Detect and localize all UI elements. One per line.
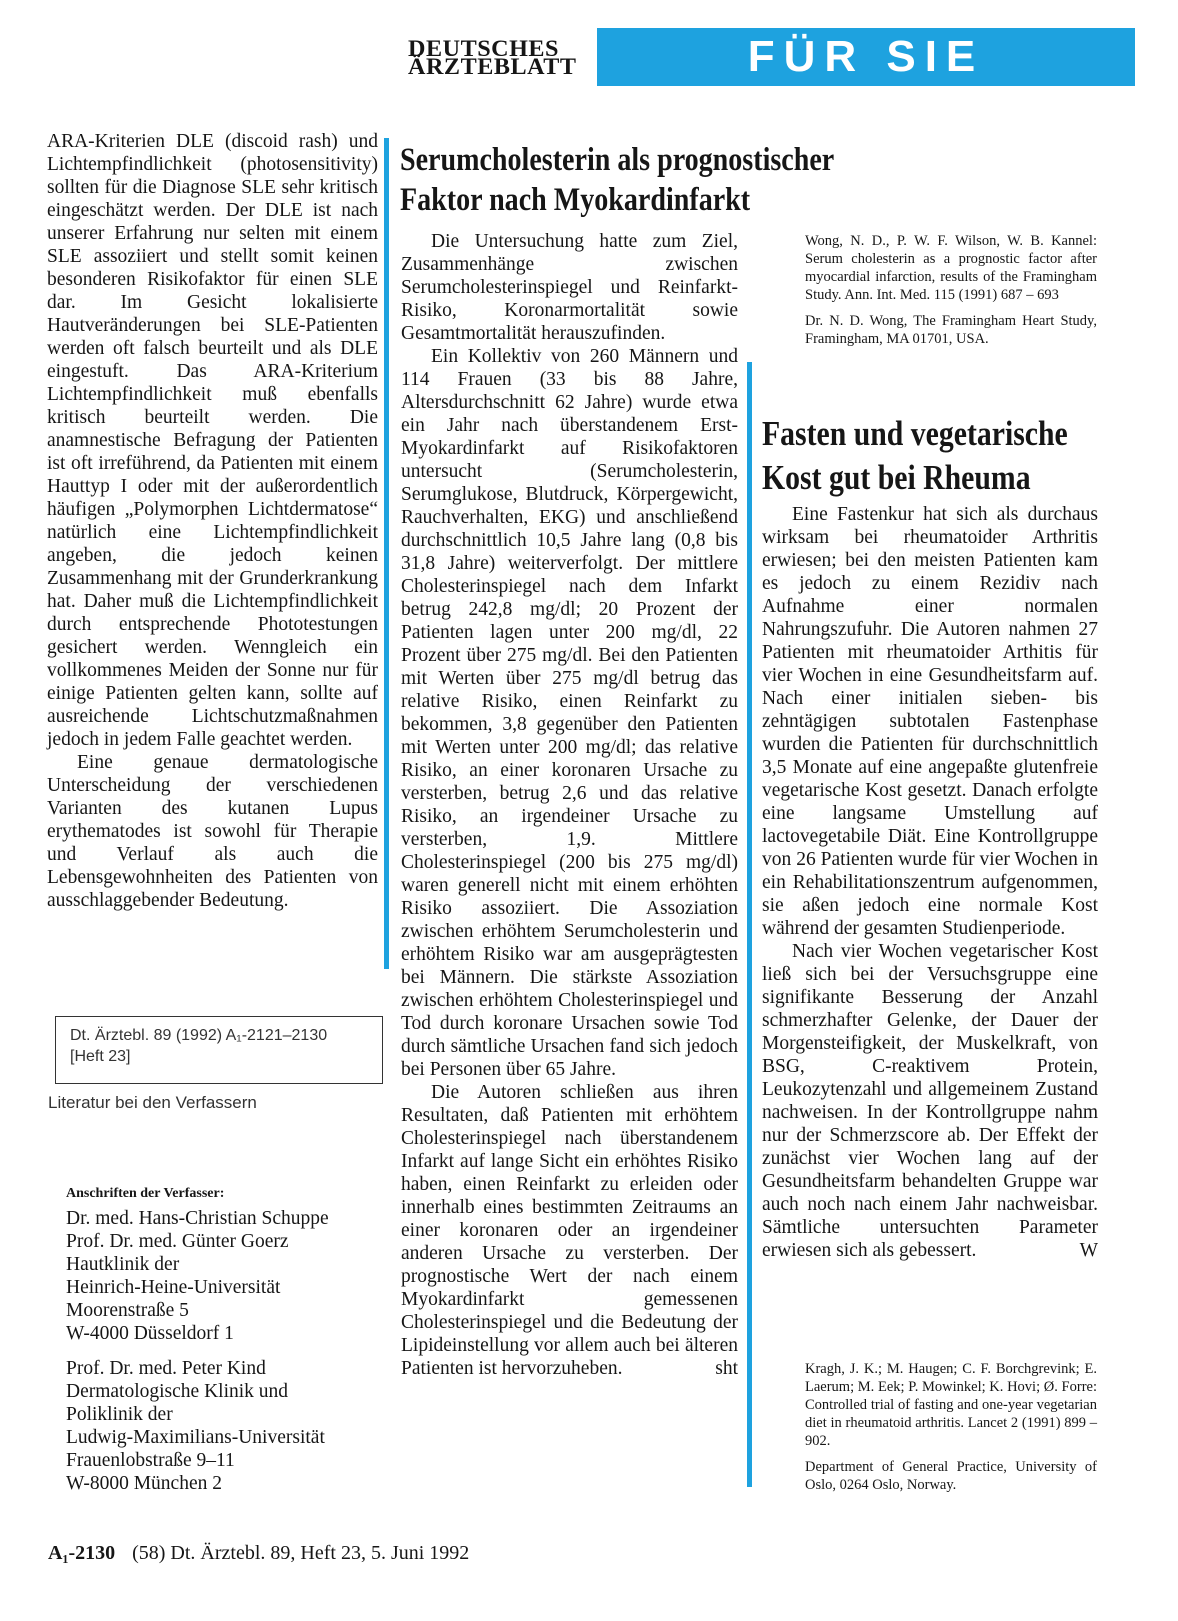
article1-contact: Dr. N. D. Wong, The Framingham Heart Study, Framingham, MA 01701, USA. [805,313,1097,347]
article2-paragraph-1: Eine Fastenkur hat sich als durchaus wirksam bei rheumatoider Arthritis erwiesen; bei den meisten Patienten kam es jedoch zu einem Rezidiv nach Aufnahme einer normalen Nahrungszufuhr. Die Autoren nahmen 27 Patienten mit rheumatoider Arthitis für vier Wochen in eine Gesundheitsfarm auf. Nach einer initialen sieben- bis zehntägigen subtotalen Fastenphase wurden die Patienten für durchschnittlich 3,5 Monate auf eine angepaßte glutenfreie vegetarische Kost gesetzt. Danach erfolgte eine langsame Umstellung auf lactovegetabile Diät. Eine Kontrollgruppe von 26 Patienten wurde für vier Wochen in ein Rehabilitationszentrum aufgenommen, sie aßen jedoch eine normale Kost während der gesamten Studienperiode. [762,504,1098,939]
address-line: Dr. med. Hans-Christian Schuppe [66,1208,329,1229]
citation-box [55,1016,383,1084]
address-line: W-4000 Düsseldorf 1 [66,1323,234,1344]
address-line: Prof. Dr. med. Günter Goerz [66,1231,289,1252]
article1-reference: Wong, N. D., P. W. F. Wilson, W. B. Kannel: Serum cholesterin as a prognostic factor after myocardial infarction, results of the Framingham Study. Ann. Int. Med. 115 (1991) 687 – 693 [805,233,1097,303]
address-line: Ludwig-Maximilians-Universität [66,1427,325,1448]
article2-body [762,503,1098,1262]
article1-reference-block [805,232,1097,356]
address-line: Frauenlobstraße 9–11 [66,1450,235,1471]
column-divider-1 [384,138,389,969]
article1-title [400,140,834,220]
article1-title-line2: Faktor nach Myokardinfarkt [400,182,751,218]
addresses-heading: Anschriften der Verfasser: [66,1186,225,1201]
column-divider-2 [747,362,752,1487]
address-line: Prof. Dr. med. Peter Kind [66,1358,266,1379]
article1-signature: sht [715,1358,738,1379]
address-line: Poliklinik der [66,1404,173,1425]
page-number: A₁-2130 [48,1542,116,1564]
article1-paragraph-3: Die Autoren schließen aus ihren Resultaten, daß Patienten mit erhöhtem Cholesterinspiegel nach überstandenem Infarkt auf lange Sicht ein erhöhtes Risiko haben, einen Reinfarkt zu erleiden oder innerhalb eines bestimmten Zeitraums an einer koronaren oder an irgendeiner anderen Ursache zu versterben. Der prognostische Wert der nach einem Myokardinfarkt gemessenen Cholesterinspiegel und die Bedeutung der Lipideinstellung vor allem auch bei älteren Patienten ist hervorzuheben. sht [401,1082,738,1379]
article2-reference-block [805,1360,1097,1502]
address-line: Dermatologische Klinik und [66,1381,289,1402]
left-column-text [47,130,378,912]
section-banner: FÜR SIE REFERIERT [597,28,1135,86]
article2-contact: Department of General Practice, University of Oslo, 0264 Oslo, Norway. [805,1459,1097,1493]
article2-reference: Kragh, J. K.; M. Haugen; C. F. Borchgrevink; E. Laerum; M. Eek; P. Mowinkel; K. Hovi; Ø. Forre: Controlled trial of fasting and one-year vegetarian diet in rheumatoid arthritis. Lancet 2 (1991) 899 – 902. [805,1361,1097,1449]
author-addresses [66,1207,329,1495]
article1-paragraph-2: Ein Kollektiv von 260 Männern und 114 Frauen (33 bis 88 Jahre, Altersdurchschnitt 62 Jahre) wurde etwa ein Jahr nach überstandenem Erst-Myokardinfarkt auf Risikofaktoren untersucht (Serumcholesterin, Serumglukose, Blutdruck, Körpergewicht, Rauchverhalten, EKG) und anschließend durchschnittlich 10,5 Jahre lang (0,8 bis 31,8 Jahre) weiterverfolgt. Der mittlere Cholesterinspiegel nach dem Infarkt betrug 242,8 mg/dl; 20 Prozent der Patienten lagen unter 200 mg/dl, 22 Prozent über 275 mg/dl. Bei den Patienten mit Werten über 275 mg/dl betrug das relative Risiko, einen Reinfarkt zu bekommen, 3,8 gegenüber den Patienten mit Werten unter 200 mg/dl; das relative Risiko, an einer koronaren Ursache zu versterben, betrug 2,6 und das relative Risiko, an irgendeiner Ursache zu versterben, 1,9. Mittlere Cholesterinspiegel (200 bis 275 mg/dl) waren generell nicht mit einem erhöhten Risiko assoziiert. Die Assoziation zwischen erhöhtem Serumcholesterin und erhöhtem Risiko war am ausgeprägtesten bei Männern. Die stärkste Assoziation zwischen erhöhtem Cholesterinspiegel und Tod durch koronare Ursachen sowie Tod durch sämtliche Ursachen fand sich jedoch bei Personen über 65 Jahre. [401,346,738,1080]
masthead-line2: ÄRZTEBLATT [408,54,577,79]
footer-issue: (58) Dt. Ärztebl. 89, Heft 23, 5. Juni 1992 [132,1542,470,1564]
article1-body [401,230,738,1380]
left-paragraph-1: ARA-Kriterien DLE (discoid rash) und Lichtempfindlichkeit (photosensitivity) sollten für die Diagnose SLE sehr kritisch eingeschätzt werden. Der DLE ist nach unserer Erfahrung nur selten mit einem SLE assoziiert und stellt somit keinen besonderen Risikofaktor für einen SLE dar. Im Gesicht lokalisierte Hautveränderungen bei SLE-Patienten werden oft falsch beurteilt und als DLE eingestuft. Das ARA-Kriterium Lichtempfindlichkeit muß ebenfalls kritisch beurteilt werden. Die anamnestische Befragung der Patienten ist oft irreführend, da Patienten mit einem Hauttyp I oder mit der außerordentlich häufigen „Polymorphen Lichtdermatose“ natürlich eine Lichtempfindlichkeit angeben, die jedoch keinen Zusammenhang mit der Grunderkrankung hat. Daher muß die Lichtempfindlichkeit durch entsprechende Phototestungen gesichert werden. Wenngleich ein vollkommenes Meiden der Sonne nur für einige Patienten gelten kann, sollte auf ausreichende Lichtschutzmaßnahmen jedoch in jedem Falle geachtet werden. [47,131,378,750]
citation-line-1: Dt. Ärztebl. 89 (1992) A₁-2121–2130 [70,1027,328,1044]
address-line: W-8000 München 2 [66,1473,222,1494]
literature-note: Literatur bei den Verfassern [48,1093,257,1112]
article2-signature: W [1079,1240,1098,1261]
masthead-logo [408,36,583,79]
article2-title [762,412,1068,500]
masthead-line1: DEUTSCHES [408,36,560,61]
address-line: Hautklinik der [66,1254,180,1275]
address-line: Moorenstraße 5 [66,1300,189,1321]
citation-line-2: [Heft 23] [70,1048,131,1065]
article1-title-line1: Serumcholesterin als prognostischer [400,142,835,178]
left-paragraph-2: Eine genaue dermatologische Unterscheidung der verschiedenen Varianten des kutanen Lupus erythematodes ist sowohl für Therapie und Verlauf als auch die Lebensgewohnheiten des Patienten von ausschlaggebender Bedeutung. [47,752,378,911]
article2-title-line1: Fasten und vegetarische [762,414,1068,453]
page-footer [48,1542,469,1565]
article1-paragraph-1: Die Untersuchung hatte zum Ziel, Zusammenhänge zwischen Serumcholesterinspiegel und Reinfarkt-Risiko, Koronarmortalität sowie Gesamtmortalität herauszufinden. [401,231,738,344]
article2-title-line2: Kost gut bei Rheuma [762,458,1031,497]
address-line: Heinrich-Heine-Universität [66,1277,281,1298]
article2-paragraph-2: Nach vier Wochen vegetarischer Kost ließ sich bei der Versuchsgruppe eine signifikante Besserung der Anzahl schmerzhafter Gelenke, der Dauer der Morgensteifigkeit, der Muskelkraft, von BSG, C-reaktivem Protein, Leukozytenzahl und allgemeinem Zustand nachweisen. In der Kontrollgruppe nahm nur der Schmerzscore ab. Der Effekt der zunächst vier Wochen lang auf der Gesundheitsfarm behandelten Gruppe war auch noch nach einem Jahr nachweisbar. Sämtliche untersuchten Parameter erwiesen sich als gebessert. W [762,941,1098,1261]
